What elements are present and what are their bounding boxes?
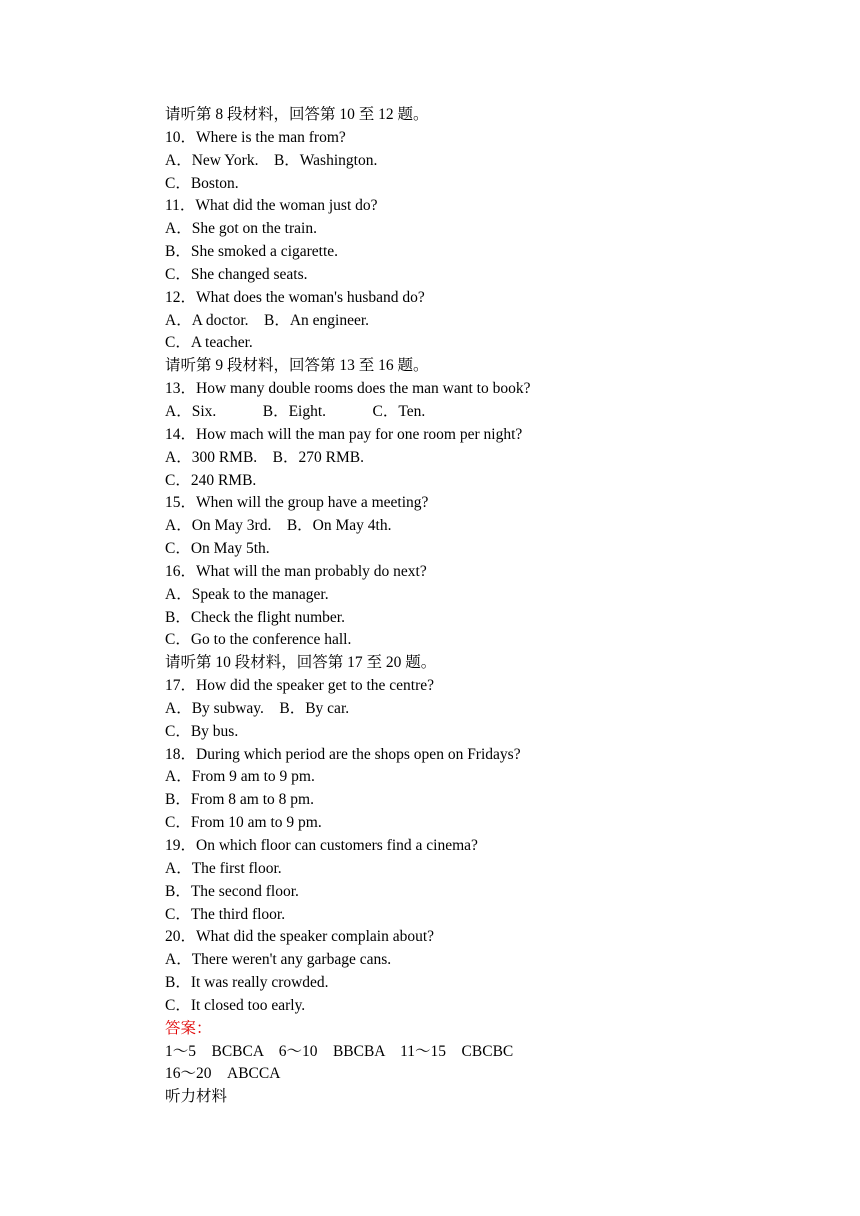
text-line: C．From 10 am to 9 pm.	[165, 814, 322, 832]
text-line: C．She changed seats.	[165, 265, 308, 283]
text-line: C．It closed too early.	[165, 996, 306, 1014]
text-line: B．From 8 am to 8 pm.	[165, 791, 314, 809]
text-line: A．On May 3rd. B．On May 4th.	[165, 517, 392, 535]
text-line: 17．How did the speaker get to the centre?	[165, 677, 435, 695]
text-line: A．The first floor.	[165, 859, 282, 877]
text-line: B．She smoked a cigarette.	[165, 243, 339, 261]
text-line: B．Check the flight number.	[165, 608, 345, 626]
text-line: 18．During which period are the shops open on Fridays?	[165, 745, 521, 763]
text-line: C．Boston.	[165, 174, 239, 192]
listening-material-heading: 听力材料	[165, 1088, 228, 1106]
text-line: 请听第 10 段材料，回答第 17 至 20 题。	[165, 654, 437, 672]
answer-line-1: 1～5 BCBCA 6～10 BBCBA 11～15 CBCBC	[165, 1042, 514, 1060]
text-line: 12．What does the woman's husband do?	[165, 288, 425, 306]
text-line: A．There weren't any garbage cans.	[165, 951, 392, 969]
text-line: 16．What will the man probably do next?	[165, 562, 427, 580]
text-line: C．Go to the conference hall.	[165, 631, 352, 649]
text-line: 11．What did the woman just do?	[165, 197, 378, 215]
text-line: C．240 RMB.	[165, 471, 257, 489]
text-line: C．The third floor.	[165, 905, 286, 923]
text-line: 15．When will the group have a meeting?	[165, 494, 429, 512]
text-line: C．By bus.	[165, 722, 239, 740]
text-line: A．Speak to the manager.	[165, 585, 329, 603]
answer-heading: 答案：	[165, 1019, 212, 1037]
text-line: A．300 RMB. B．270 RMB.	[165, 448, 364, 466]
text-line: 13．How many double rooms does the man want to book?	[165, 380, 531, 398]
text-line: A．By subway. B．By car.	[165, 699, 350, 717]
text-line: 20．What did the speaker complain about?	[165, 928, 435, 946]
document-page	[165, 104, 805, 1109]
text-line: A．A doctor. B．An engineer.	[165, 311, 370, 329]
text-line: 10．Where is the man from?	[165, 128, 346, 146]
text-line: B．The second floor.	[165, 882, 299, 900]
text-line: 请听第 8 段材料，回答第 10 至 12 题。	[165, 106, 429, 123]
text-line: A．From 9 am to 9 pm.	[165, 768, 315, 786]
text-line: 19．On which floor can customers find a cinema?	[165, 837, 478, 854]
text-line: B．It was really crowded.	[165, 974, 329, 992]
text-line: A．New York. B．Washington.	[165, 151, 378, 169]
answer-line-2: 16～20 ABCCA	[165, 1065, 281, 1083]
text-line: C．A teacher.	[165, 334, 253, 352]
text-line: 请听第 9 段材料，回答第 13 至 16 题。	[165, 357, 429, 375]
text-line: 14．How mach will the man pay for one room per night?	[165, 425, 523, 443]
text-line: C．On May 5th.	[165, 540, 270, 558]
question-list	[165, 104, 805, 1018]
text-line: A．She got on the train.	[165, 220, 317, 238]
text-line: A．Six. B．Eight. C．Ten.	[165, 402, 426, 420]
